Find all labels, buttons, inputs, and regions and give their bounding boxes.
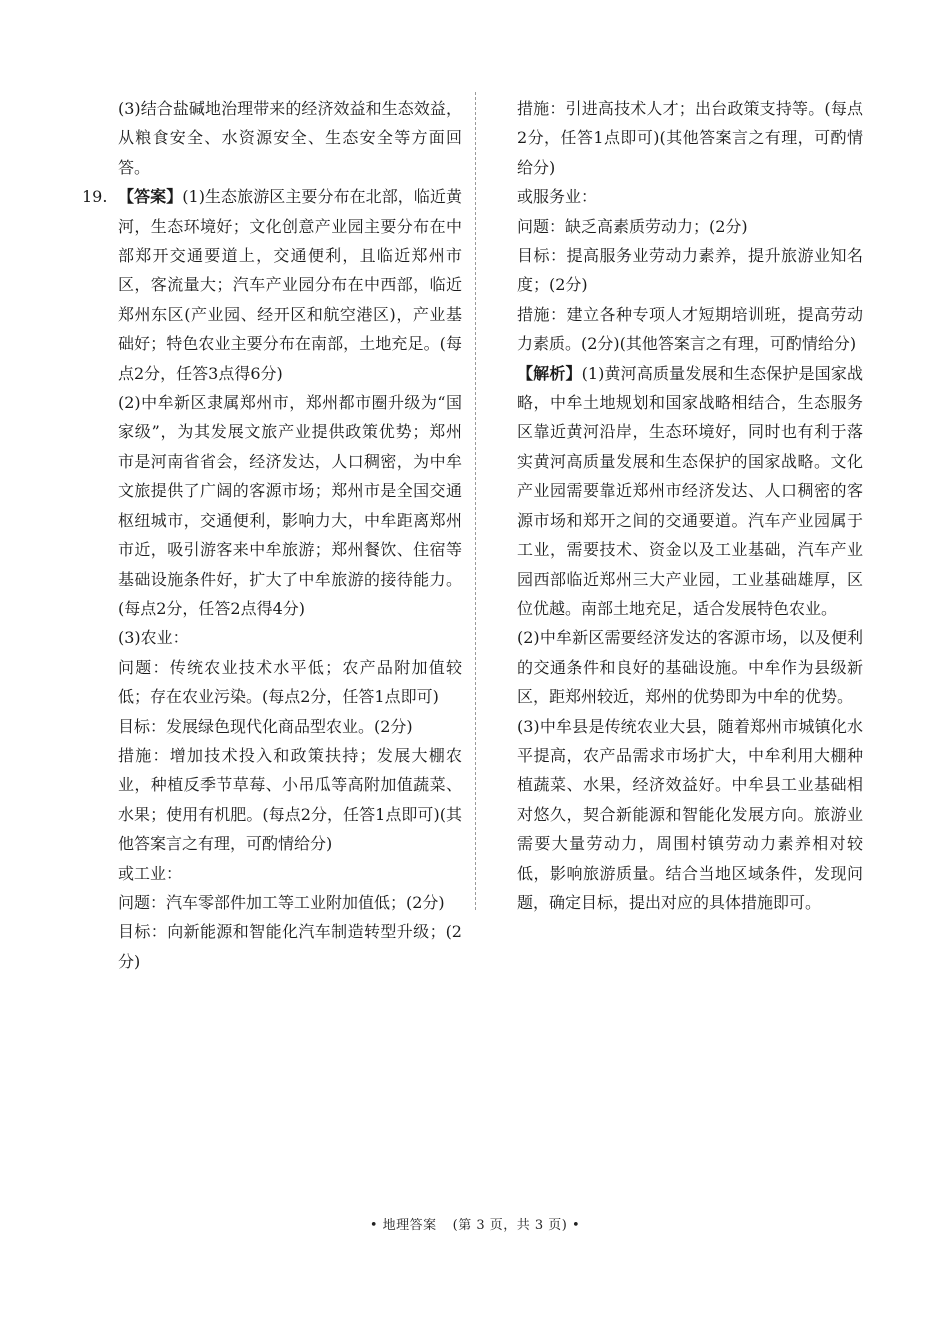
service-measure: 措施：建立各种专项人才短期培训班，提高劳动力素质。(2分)(其他答案言之有理，可酌情给分)	[517, 304, 863, 354]
left-column	[82, 94, 462, 976]
analysis-part3: (3)中牟县是传统农业大县，随着郑州市城镇化水平提高，农产品需求市场扩大，中牟利用大棚种植蔬菜、水果，经济效益好。中牟县工业基础相对悠久，契合新能源和智能化发展方向。旅游业需要大量劳动力，周围村镇劳动力素养相对较低，影响旅游质量。结合当地区域条件，发现问题，确定目标，提出对应的具体措施即可。	[517, 716, 863, 912]
service-goal: 目标：提高服务业劳动力素养，提升旅游业知名度；(2分)	[517, 246, 863, 295]
agriculture-measure: 措施：增加技术投入和政策扶持；发展大棚农业，种植反季节草莓、小吊瓜等高附加值蔬菜、水果；使用有机肥。(每点2分，任答1点即可)(其他答案言之有理，可酌情给分)	[118, 745, 462, 854]
service-title: 或服务业：	[517, 187, 598, 207]
industry-title: 或工业：	[118, 863, 183, 883]
analysis-part1-text: (1)黄河高质量发展和生态保护是国家战略，中牟土地规划和国家战略相结合，生态服务区靠近黄河沿岸，生态环境好，同时也有利于落实黄河高质量发展和生态保护的国家战略。文化产业园需要靠近郑州市经济发达、人口稠密的客源市场和郑开之间的交通要道。汽车产业园属于工业，需要技术、资金以及工业基础，汽车产业园西部临近郑州三大产业园，工业基础雄厚，区位优越。南部土地充足，适合发展特色农业。	[517, 363, 863, 618]
agriculture-goal: 目标：发展绿色现代化商品型农业。(2分)	[118, 716, 413, 736]
column-divider	[475, 92, 476, 910]
agriculture-problem: 问题：传统农业技术水平低；农产品附加值较低；存在农业污染。(每点2分，任答1点即可)	[118, 657, 462, 707]
answer-part1-text: (1)生态旅游区主要分布在北部，临近黄河，生态环境好；文化创意产业园主要分布在中部郑开交通要道上，交通便利，且临近郑州市区，客流量大；汽车产业园分布在中西部，临近郑州东区(产业园、经开区和航空港区)，产业基础好；特色农业主要分布在南部，土地充足。(每点2分，任答3点得6分)	[118, 187, 462, 383]
q19-answer-part1	[82, 182, 462, 388]
analysis-tag: 【解析】	[517, 363, 582, 383]
footer-bullet-right: •	[572, 1218, 581, 1233]
analysis-part1	[517, 359, 863, 624]
question-number: 19.	[82, 187, 108, 207]
q18-part3-hint: (3)结合盐碱地治理带来的经济效益和生态效益，从粮食安全、水资源安全、生态安全等方面回答。	[118, 99, 462, 177]
footer-bullet-left: •	[369, 1218, 378, 1233]
footer-title: 地理答案	[382, 1218, 437, 1233]
page-footer	[0, 1214, 950, 1233]
industry-measure: 措施：引进高技术人才；出台政策支持等。(每点2分，任答1点即可)(其他答案言之有理，可酌情给分)	[517, 99, 863, 177]
industry-goal: 目标：向新能源和智能化汽车制造转型升级；(2分)	[118, 922, 462, 971]
footer-page-number: (第 3 页，共 3 页)	[452, 1218, 568, 1233]
q19-answer-part2: (2)中牟新区隶属郑州市，郑州都市圈升级为“国家级”，为其发展文旅产业提供政策优势；郑州市是河南省省会，经济发达，人口稠密，为中牟文旅提供了广阔的客源市场；郑州市是全国交通枢纽城市，交通便利，影响力大，中牟距离郑州市近，吸引游客来中牟旅游；郑州餐饮、住宿等基础设施条件好，扩大了中牟旅游的接待能力。(每点2分，任答2点得4分)	[118, 393, 462, 618]
analysis-part2: (2)中牟新区需要经济发达的客源市场，以及便利的交通条件和良好的基础设施。中牟作为县级新区，距郑州较近，郑州的优势即为中牟的优势。	[517, 628, 863, 707]
answer-tag: 【答案】	[118, 187, 183, 207]
service-problem: 问题：缺乏高素质劳动力；(2分)	[517, 216, 748, 236]
part3-agriculture-title: (3)农业：	[118, 628, 189, 648]
right-column	[517, 94, 863, 917]
industry-problem: 问题：汽车零部件加工等工业附加值低；(2分)	[118, 892, 445, 912]
